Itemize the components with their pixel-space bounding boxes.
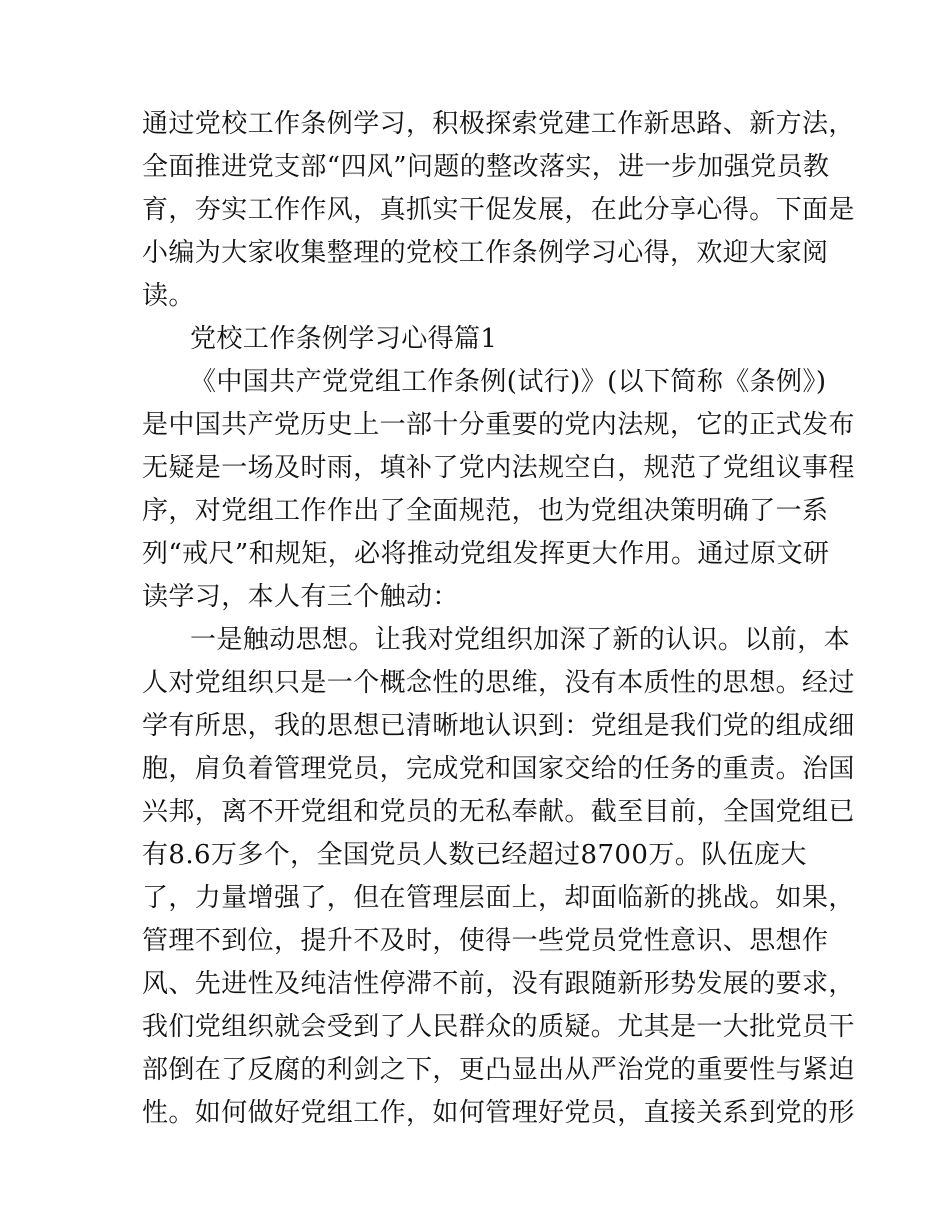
text-line: 育，夯实工作作风，真抓实干促发展，在此分享心得。下面是 (142, 195, 855, 225)
text-line: 胞，肩负着管理党员，完成党和国家交给的任务的重责。治国 (142, 754, 855, 784)
text-line: 无疑是一场及时雨，填补了党内法规空白，规范了党组议事程 (142, 453, 855, 483)
text-line: 序，对党组工作作出了全面规范，也为党组决策明确了一系 (142, 496, 829, 526)
text-line: 列“戒尺”和规矩，必将推动党组发挥更大作用。通过原文研 (142, 539, 830, 569)
text-line: 兴邦，离不开党组和党员的无私奉献。截至目前，全国党组已 (142, 797, 855, 827)
text-line: 我们党组织就会受到了人民群众的质疑。尤其是一大批党员干 (142, 1012, 855, 1042)
section-heading: 党校工作条例学习心得篇1 (190, 324, 498, 354)
text-line: 读。 (142, 281, 195, 311)
text-line: 一是触动思想。让我对党组织加深了新的认识。以前，本 (190, 625, 851, 655)
text-line: 是中国共产党历史上一部十分重要的党内法规，它的正式发布 (142, 410, 855, 440)
text-line: 风、先进性及纯洁性停滞不前，没有跟随新形势发展的要求， (142, 969, 855, 999)
text-line: 人对党组织只是一个概念性的思维，没有本质性的思想。经过 (142, 668, 855, 698)
text-line: 学有所思，我的思想已清晰地认识到：党组是我们党的组成细 (142, 711, 855, 741)
text-line: 读学习，本人有三个触动： (142, 582, 459, 612)
text-line: 全面推进党支部“四风”问题的整改落实，进一步加强党员教 (142, 152, 830, 182)
text-line: 通过党校工作条例学习，积极探索党建工作新思路、新方法， (142, 109, 855, 139)
text-line: 部倒在了反腐的利剑之下，更凸显出从严治党的重要性与紧迫 (142, 1055, 855, 1085)
text-line: 有8.6万多个，全国党员人数已经超过8700万。队伍庞大 (142, 840, 807, 870)
text-line: 《中国共产党党组工作条例(试行)》(以下简称《条例》) (190, 367, 827, 397)
text-line: 性。如何做好党组工作，如何管理好党员，直接关系到党的形 (142, 1098, 855, 1128)
text-line: 了，力量增强了，但在管理层面上，却面临新的挑战。如果， (142, 883, 855, 913)
text-line: 小编为大家收集整理的党校工作条例学习心得，欢迎大家阅 (142, 238, 829, 268)
text-line: 管理不到位，提升不及时，使得一些党员党性意识、思想作 (142, 926, 829, 956)
